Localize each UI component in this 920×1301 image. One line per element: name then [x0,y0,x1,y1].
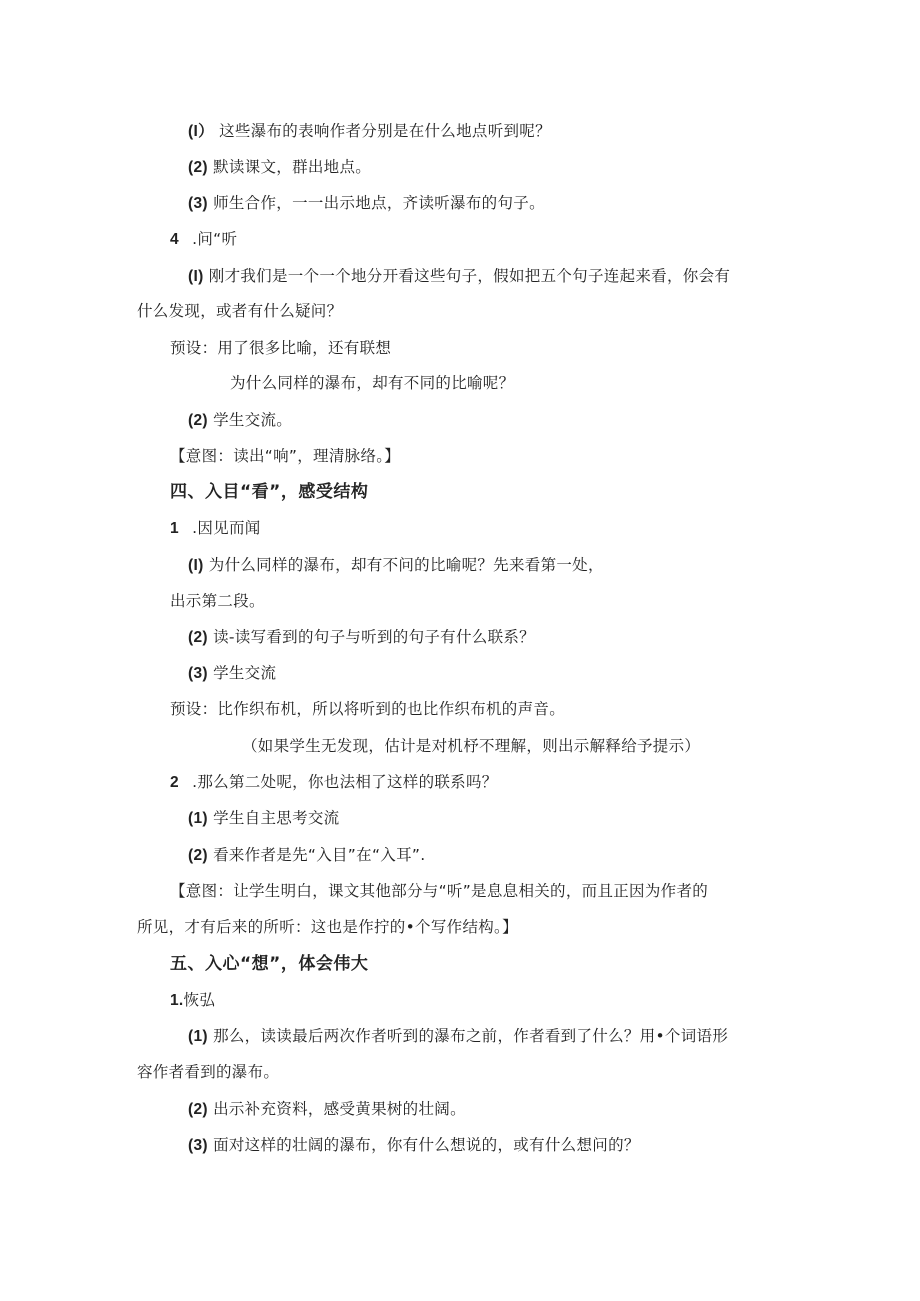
line-student-exchange: (2) 学生交流。 [188,411,293,429]
line-intent-2-cont: 所见，才有后来的所听：这也是作拧的•个写作结构。】 [137,918,518,936]
heading-section-4: 四、入目“看”，感受结构 [170,482,369,502]
line-last-two: (1) 那么，读读最后两次作者听到的瀑布之前，作者看到了什么？用•个词语形 [188,1027,729,1045]
line-hint: （如果学生无发现，估计是对机杼不理解，则出示解释给予提示） [242,737,701,755]
line-read-silently: (2) 默读课文，群出地点。 [188,158,372,176]
line-describe-waterfall: 容作者看到的瀑布。 [137,1063,280,1081]
line-intent-2: 【意图：让学生明白，课文其他部分与“听”是息息相关的，而且正因为作者的 [170,882,709,900]
subheading-grand: 1.恢弘 [170,991,216,1009]
section-item-4: 4 .问“听 [170,230,238,248]
line-connect-sentences: (I) 刚才我们是一个一个地分开看这些句子，假如把五个句子连起来看，你会有 [188,267,731,285]
line-face-waterfall: (3) 面对这样的壮阔的瀑布，你有什么想说的，或有什么想问的？ [188,1136,640,1154]
line-intent-1: 【意图：读出“响”，理清脉络。】 [170,447,401,465]
subheading-1: 1 .因见而闻 [170,519,261,537]
line-read-relation: (2) 读-读写看到的句子与听到的句子有什么联系？ [188,628,535,646]
line-think-exchange: (1) 学生自主思考交流 [188,809,340,827]
line-show-paragraph: 出示第二段。 [170,592,265,610]
line-eye-ear: (2) 看来作者是先“入目”在“入耳”. [188,846,426,864]
line-first-place: (I) 为什么同样的瀑布，却有不问的比喻呢？先来看第一处， [188,556,604,574]
line-supplement: (2) 出示补充资料，感受黄果树的壮阔。 [188,1100,466,1118]
line-teacher-student: (3) 师生合作，一一出示地点，齐读听瀑布的句子。 [188,194,545,212]
line-student-exchange-2: (3) 学生交流 [188,664,277,682]
heading-section-5: 五、入心“想”，体会伟大 [170,954,369,974]
subheading-2: 2 .那么第二处呢，你也法相了这样的联系吗？ [170,773,498,791]
line-preset-2: 预设：比作织布机，所以将听到的也比作织布机的声音。 [170,700,566,718]
line-why-metaphor: 为什么同样的瀑布，却有不同的比喻呢？ [230,374,515,392]
line-discovery: 什么发现，或者有什么疑问？ [137,302,343,320]
line-preset-1: 预设：用了很多比喻，还有联想 [170,339,392,357]
line-question-1: (I） 这些瀑布的表响作者分别是在什么地点听到呢？ [188,122,551,140]
